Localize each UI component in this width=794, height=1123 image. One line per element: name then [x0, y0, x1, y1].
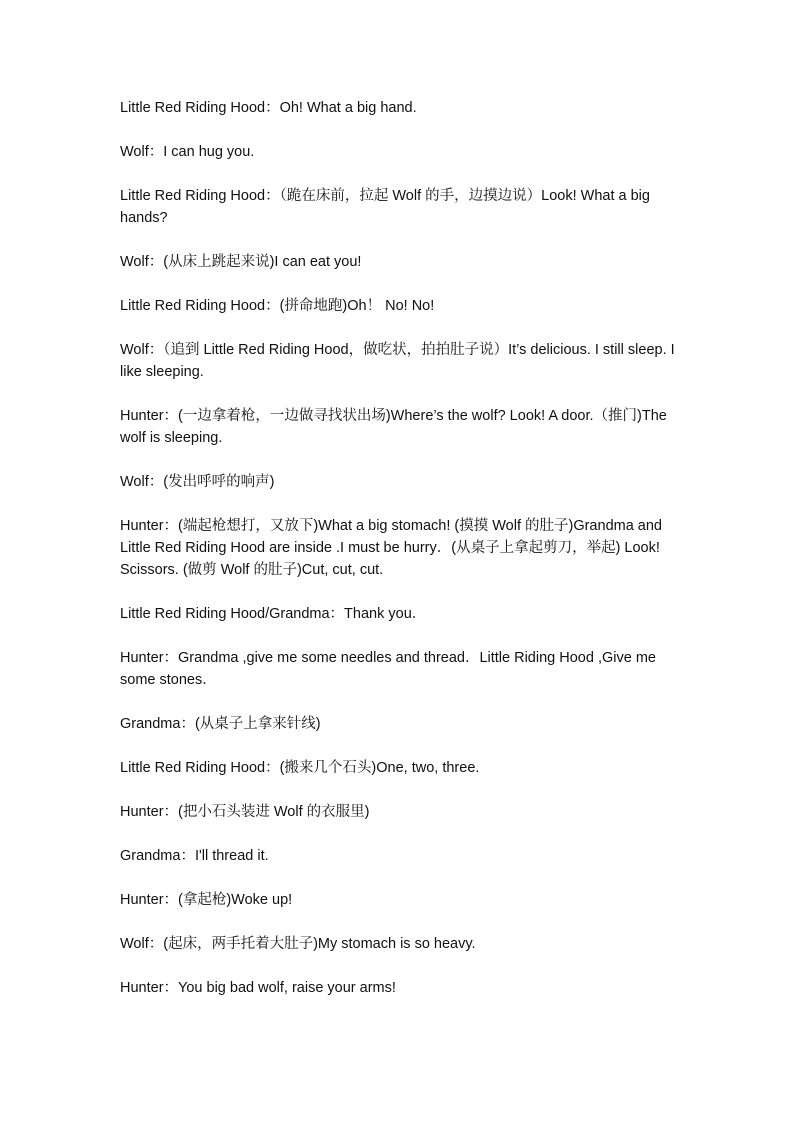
dialogue-line: Little Red Riding Hood：(拼命地跑)Oh！ No! No!	[120, 298, 435, 314]
dialogue-line: Hunter：(把小石头装进 Wolf 的衣服里)	[120, 804, 370, 820]
dialogue-line: Hunter：You big bad wolf, raise your arms!	[120, 980, 396, 996]
dialogue-line: Hunter：(一边拿着枪，一边做寻找状出场)Where’s the wolf? Look! A door.（推门)The wolf is sleeping.	[120, 408, 667, 446]
dialogue-line: Little Red Riding Hood：(搬来几个石头)One, two, three.	[120, 760, 480, 776]
dialogue-line: Little Red Riding Hood：（跪在床前，拉起 Wolf 的手，边摸边说）Look! What a big hands?	[120, 188, 650, 226]
dialogue-line: Wolf：(发出呼呼的响声)	[120, 474, 275, 490]
dialogue-line: Little Red Riding Hood：Oh! What a big hand.	[120, 100, 417, 116]
dialogue-line: Little Red Riding Hood/Grandma：Thank you．	[120, 606, 427, 622]
dialogue-line: Grandma：I'll thread it.	[120, 848, 269, 864]
script-body	[120, 97, 680, 1021]
dialogue-line: Wolf：(起床，两手托着大肚子)My stomach is so heavy.	[120, 936, 476, 952]
dialogue-line: Wolf：I can hug you.	[120, 144, 255, 160]
dialogue-line: Wolf：（追到 Little Red Riding Hood，做吃状，拍拍肚子说）It’s delicious. I still sleep. I like sleeping.	[120, 342, 675, 380]
dialogue-line: Hunter：(端起枪想打，又放下)What a big stomach! (摸摸 Wolf 的肚子)Grandma and Little Red Riding Hood are inside .I must be hurry．(从桌子上拿起剪刀，举起) Look! Scissors. (做剪 Wolf 的肚子)Cut, cut, cut.	[120, 518, 662, 578]
dialogue-line: Hunter：Grandma ,give me some needles and thread．Little Riding Hood ,Give me some stones．	[120, 650, 656, 688]
dialogue-line: Wolf：(从床上跳起来说)I can eat you!	[120, 254, 362, 270]
dialogue-line: Hunter：(拿起枪)Woke up!	[120, 892, 293, 908]
dialogue-line: Grandma：(从桌子上拿来针线)	[120, 716, 321, 732]
